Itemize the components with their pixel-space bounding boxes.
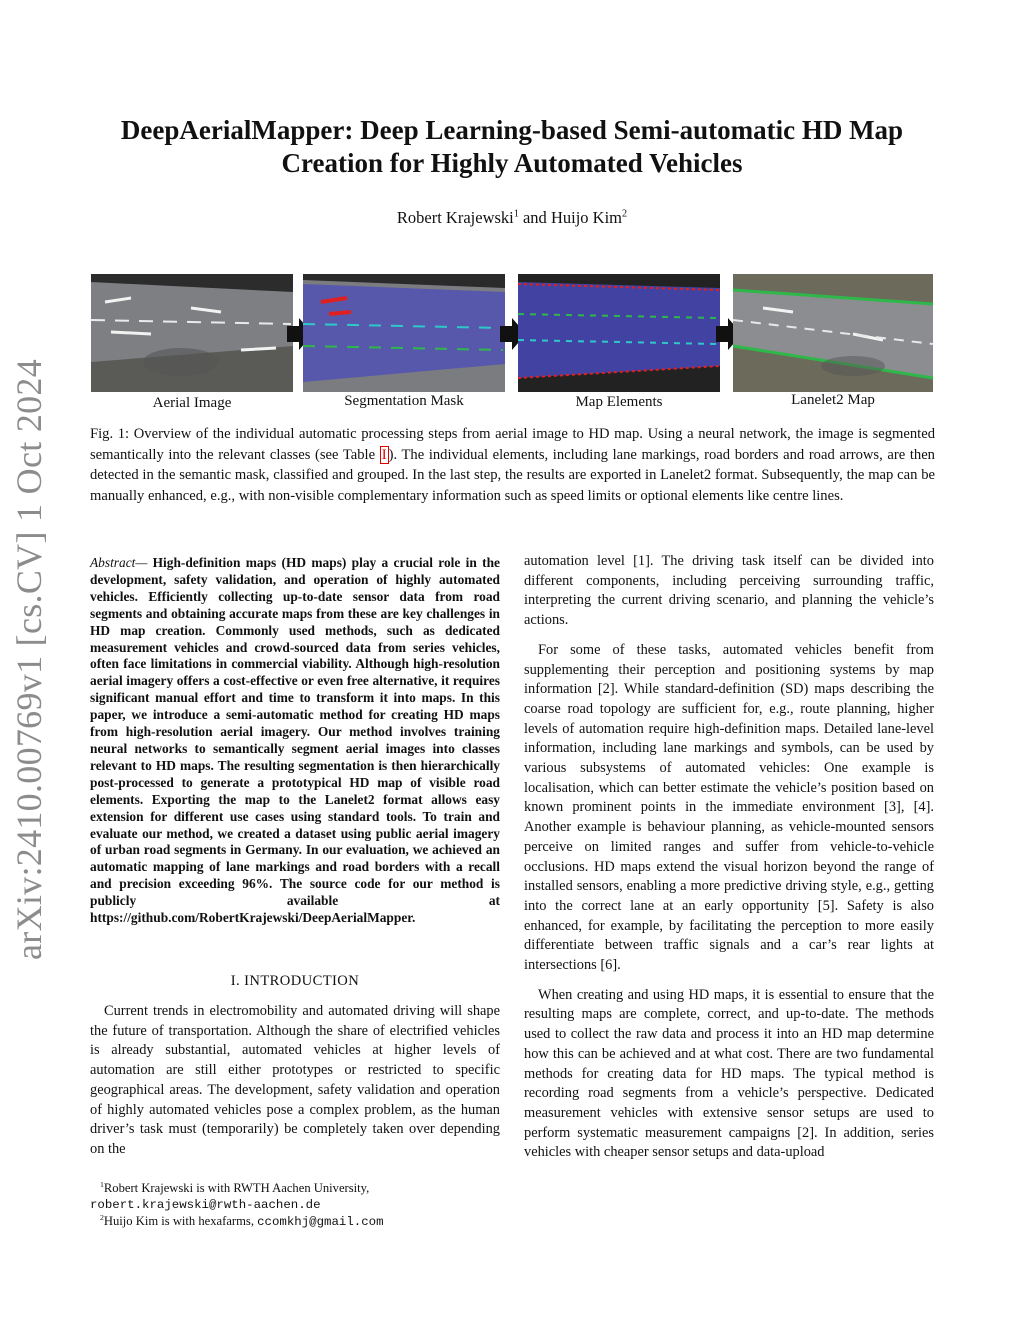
figure-panel-segmentation-mask	[303, 274, 505, 392]
right-paragraph-2: When creating and using HD maps, it is essential to ensure that the resulting maps are complete, correct, and up-to-date. The methods used to collect the raw data and process it into an HD map determine how this can be achieved and at what cost. There are two fundamental methods for creating data for HD maps. The typical method is recording road segments from a vehicle’s perspective. Dedicated measurement vehicles with extensive sensor setups are used to perform systematic measurement campaigns [2]. In addition, series vehicles with cheaper sensor setups and data-upload	[524, 986, 934, 1161]
footnote-1-text: Robert Krajewski is with RWTH Aachen University,	[103, 1181, 370, 1195]
right-paragraph-1: For some of these tasks, automated vehicles benefit from supplementing their perception and positioning systems by map information [2]. While standard-definition (SD) maps describing the coarse road topology are sufficient for, e.g., route planning, higher levels of automation require high-definition maps. Detailed lane-level information, including lane markings and symbols, can be used by various subsystems of automated vehicles: One example is localisation, which can better estimate the vehicle’s position based on known prominent points in the immediate environment [3], [4]. Another example is behaviour planning, as vehicle-mounted sensors perceive on limited ranges and suffer from vehicle-to-vehicle occlusions. HD maps extend the visual horizon beyond the range of installed sensors, enabling a more predictive driving style, e.g., getting into the correct lane at an early opportunity [5]. Safety is also enhanced, for example, by facilitating the perception to more easily differentiate between traffic signals and a car’s rear lights at intersections [6].	[524, 641, 934, 974]
footnotes	[90, 1180, 500, 1230]
intro-paragraph: Current trends in electromobility and automated driving will shape the future of transportation. Although the share of electrified vehicles is already substantial, automated vehicles at higher levels of automation are still either prototypes or restricted to specific geographical areas. The development, safety validation and operation of highly automated vehicles pose a complex problem, as the human driver’s task must (temporarily) be completely taken over depending on the	[90, 1003, 500, 1157]
footnote-2-email[interactable]: ccomkhj@gmail.com	[257, 1215, 384, 1229]
footnote-2-mark: 2	[100, 1212, 104, 1222]
footnote-1-mark: 1	[100, 1179, 104, 1189]
repository-link[interactable]: https://github.com/RobertKrajewski/DeepAerialMapper.	[90, 910, 416, 926]
abstract-body: High-definition maps (HD maps) play a crucial role in the development, safety validation, and operation of highly automated vehicles. Efficiently collecting up-to-date sensor data from road segments and obtaining accurate maps from these are key challenges in HD map creation. Commonly used methods, such as dedicated measurement vehicles and crowd-sourced data from series vehicles, often face limitations in commercial viability. Although high-resolution aerial imagery offers a cost-effective or even free alternative, it requires significant manual effort and time to transform it into maps. In this paper, we introduce a semi-automatic method for creating HD maps from high-resolution aerial imagery. Our method involves training neural networks to semantically segment aerial images into classes relevant to HD maps. The resulting segmentation is then hierarchically post-processed to generate a prototypical HD map of visible road elements. Exporting the map to the Lanelet2 format allows easy extension for different use cases using standard tools. To train and evaluate our method, we created a dataset using public aerial imagery of urban road segments in Germany. In our evaluation, we achieved an automatic mapping of lane markings and road borders with a recall and precision exceeding 96%. The source code for our method is publicly available at	[90, 555, 500, 909]
panel-label-segmentation-mask: Segmentation Mask	[344, 393, 464, 409]
section-heading-introduction: I. INTRODUCTION	[230, 973, 360, 989]
abstract-lead: Abstract	[90, 555, 136, 570]
table-reference-link[interactable]: I	[381, 446, 387, 463]
right-column-text	[524, 552, 934, 1173]
title-line-2: Creation for Highly Automated Vehicles	[281, 148, 743, 178]
author-2: Huijo Kim	[550, 208, 622, 227]
author-connector: and	[518, 208, 551, 227]
footnote-1-email[interactable]: robert.krajewski@rwth-aachen.de	[90, 1198, 321, 1212]
figure-panel-map-elements	[518, 274, 720, 392]
author-2-mark: 2	[621, 208, 628, 220]
introduction-text	[90, 1002, 500, 1160]
author-1-mark: 1	[513, 208, 519, 220]
caption-text-end: ). The individual elements, including lane markings, road borders and road arrows, are then detected in the semantic mask, classified and grouped. In the last step, the results are exported in Lanelet2 format. Subsequently, the map can be manually enhanced, e.g., with non-visible complementary information such as speed limits or optional elements like centre lines.	[90, 446, 935, 504]
figure-panel-aerial-image	[91, 274, 293, 392]
panel-label-map-elements: Map Elements	[575, 394, 663, 410]
figure-caption	[90, 424, 935, 506]
panel-label-aerial-image: Aerial Image	[152, 395, 232, 411]
footnote-2-text: Huijo Kim is with hexafarms,	[103, 1214, 258, 1228]
arxiv-identifier: arXiv:2410.00769v1 [cs.CV] 1 Oct 2024	[9, 358, 49, 960]
panel-label-lanelet2-map: Lanelet2 Map	[791, 392, 875, 408]
author-1: Robert Krajewski	[396, 208, 514, 227]
figure-panel-lanelet2-map	[733, 274, 933, 392]
abstract: Abstract— High-definition maps (HD maps) play a crucial role in the development, safety validation, and operation of highly automated vehicles. Efficiently collecting up-to-date sensor data from road segments and obtaining accurate maps from these are key challenges in HD map creation. Commonly used methods, such as dedicated measurement vehicles and crowd-sourced data from series vehicles, often face limitations in commercial viability. Although high-resolution aerial imagery offers a cost-effective or even free alternative, it requires significant manual effort and time to transform it into maps. In this paper, we introduce a semi-automatic method for creating HD maps from high-resolution aerial imagery. Our method involves training neural networks to semantically segment aerial images into classes relevant to HD maps. The resulting segmentation is then hierarchically post-processed to generate a prototypical HD map of visible road elements. Exporting the map to the Lanelet2 format allows easy extension for different use cases using standard tools. To train and evaluate our method, we created a dataset using public aerial imagery of urban road segments in Germany. In our evaluation, we achieved an automatic mapping of lane markings and road borders with a recall and precision exceeding 96%. The source code for our method is publicly available at https://github.com/RobertKrajewski/DeepAerialMapper.	[90, 555, 500, 926]
title-line-1: DeepAerialMapper: Deep Learning-based Semi-automatic HD Map	[120, 115, 904, 145]
paper-title	[60, 114, 964, 180]
caption-text-start: Fig. 1: Overview of the individual automatic processing steps from aerial image to HD map. Using a neural network, the image is segmented semantically into the relevant classes (see Table	[90, 426, 935, 463]
right-paragraph-0: automation level [1]. The driving task itself can be divided into different components, including perceiving surrounding traffic, interpreting the current driving scenario, and planning the vehicle’s actions.	[524, 553, 934, 629]
author-list	[60, 208, 964, 228]
